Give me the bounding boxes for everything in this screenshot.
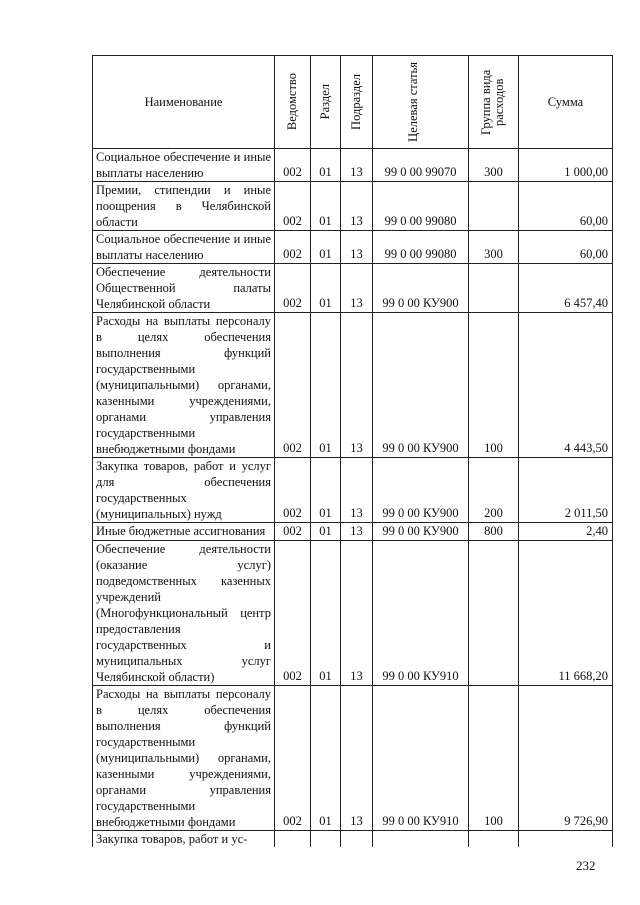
table-row: [93, 458, 613, 523]
row-gruppa: 800: [469, 523, 519, 541]
row-celevaya: 99 0 00 КУ910: [373, 686, 469, 831]
row-gruppa: 100: [469, 313, 519, 458]
row-razdel: 01: [311, 149, 341, 182]
row-celevaya: 99 0 00 КУ910: [373, 541, 469, 686]
row-vedomstvo: [275, 831, 311, 848]
row-summa: 1 000,00: [519, 149, 613, 182]
row-podrazdel: 13: [341, 182, 373, 231]
row-vedomstvo: 002: [275, 313, 311, 458]
row-razdel: 01: [311, 686, 341, 831]
row-vedomstvo: 002: [275, 541, 311, 686]
row-name: Иные бюджетные ассигнования: [93, 523, 275, 541]
header-name: Наименование: [93, 56, 275, 149]
row-vedomstvo: 002: [275, 149, 311, 182]
table-row: [93, 831, 613, 848]
row-summa: 60,00: [519, 182, 613, 231]
row-podrazdel: 13: [341, 458, 373, 523]
row-gruppa: 300: [469, 231, 519, 264]
table-row: [93, 523, 613, 541]
row-celevaya: 99 0 00 99070: [373, 149, 469, 182]
table-row: [93, 686, 613, 831]
row-summa: 60,00: [519, 231, 613, 264]
row-gruppa: 300: [469, 149, 519, 182]
row-vedomstvo: 002: [275, 231, 311, 264]
table-row: [93, 313, 613, 458]
row-gruppa: [469, 182, 519, 231]
row-vedomstvo: 002: [275, 458, 311, 523]
row-razdel: 01: [311, 264, 341, 313]
row-razdel: 01: [311, 182, 341, 231]
table-row: [93, 182, 613, 231]
row-razdel: 01: [311, 231, 341, 264]
row-summa: 6 457,40: [519, 264, 613, 313]
row-vedomstvo: 002: [275, 523, 311, 541]
row-summa: 2 011,50: [519, 458, 613, 523]
row-name: Расходы на выплаты персоналу в целях обеспечения выполнения функций государственными (муниципальными) органами, казенными учреждениями, органами управления государственными внебюджетными фондами: [93, 313, 275, 458]
row-summa: 11 668,20: [519, 541, 613, 686]
row-celevaya: 99 0 00 КУ900: [373, 313, 469, 458]
row-vedomstvo: 002: [275, 686, 311, 831]
row-summa: 4 443,50: [519, 313, 613, 458]
row-podrazdel: 13: [341, 264, 373, 313]
row-podrazdel: 13: [341, 541, 373, 686]
table-row: [93, 264, 613, 313]
row-razdel: 01: [311, 458, 341, 523]
row-summa: [519, 831, 613, 848]
header-podrazdel: Подраздел: [341, 56, 373, 149]
row-summa: 2,40: [519, 523, 613, 541]
budget-table: [92, 55, 613, 847]
row-razdel: [311, 831, 341, 848]
row-name: Премии, стипендии и иные поощрения в Челябинской области: [93, 182, 275, 231]
row-celevaya: 99 0 00 99080: [373, 182, 469, 231]
row-vedomstvo: 002: [275, 264, 311, 313]
row-razdel: 01: [311, 541, 341, 686]
row-gruppa: 100: [469, 686, 519, 831]
row-podrazdel: 13: [341, 231, 373, 264]
table-header-row: [93, 56, 613, 149]
header-gruppa: Группа вида расходов: [469, 56, 519, 149]
row-name: Обеспечение деятельности (оказание услуг) подведомственных казенных учреждений (Многофункциональный центр предоставления государственных и муниципальных услуг Челябинской области): [93, 541, 275, 686]
row-celevaya: 99 0 00 99080: [373, 231, 469, 264]
row-name: Социальное обеспечение и иные выплаты населению: [93, 149, 275, 182]
table-row: [93, 149, 613, 182]
header-summa: Сумма: [519, 56, 613, 149]
row-name: Расходы на выплаты персоналу в целях обеспечения выполнения функций государственными (муниципальными) органами, казенными учреждениями, органами управления государственными внебюджетными фондами: [93, 686, 275, 831]
table-row: [93, 541, 613, 686]
row-podrazdel: 13: [341, 686, 373, 831]
table-row: [93, 231, 613, 264]
header-celevaya: Целевая статья: [373, 56, 469, 149]
row-name: Социальное обеспечение и иные выплаты населению: [93, 231, 275, 264]
row-gruppa: 200: [469, 458, 519, 523]
row-razdel: 01: [311, 523, 341, 541]
row-name: Обеспечение деятельности Общественной палаты Челябинской области: [93, 264, 275, 313]
row-gruppa: [469, 831, 519, 848]
row-celevaya: 99 0 00 КУ900: [373, 523, 469, 541]
row-name: Закупка товаров, работ и услуг для обеспечения государственных (муниципальных) нужд: [93, 458, 275, 523]
row-summa: 9 726,90: [519, 686, 613, 831]
page-number: 232: [576, 858, 596, 873]
row-gruppa: [469, 264, 519, 313]
row-celevaya: [373, 831, 469, 848]
row-celevaya: 99 0 00 КУ900: [373, 458, 469, 523]
row-podrazdel: [341, 831, 373, 848]
row-gruppa: [469, 541, 519, 686]
row-razdel: 01: [311, 313, 341, 458]
row-podrazdel: 13: [341, 313, 373, 458]
row-podrazdel: 13: [341, 149, 373, 182]
header-razdel: Раздел: [311, 56, 341, 149]
header-vedomstvo: Ведомство: [275, 56, 311, 149]
row-podrazdel: 13: [341, 523, 373, 541]
row-vedomstvo: 002: [275, 182, 311, 231]
row-name: Закупка товаров, работ и ус-: [93, 831, 275, 848]
row-celevaya: 99 0 00 КУ900: [373, 264, 469, 313]
